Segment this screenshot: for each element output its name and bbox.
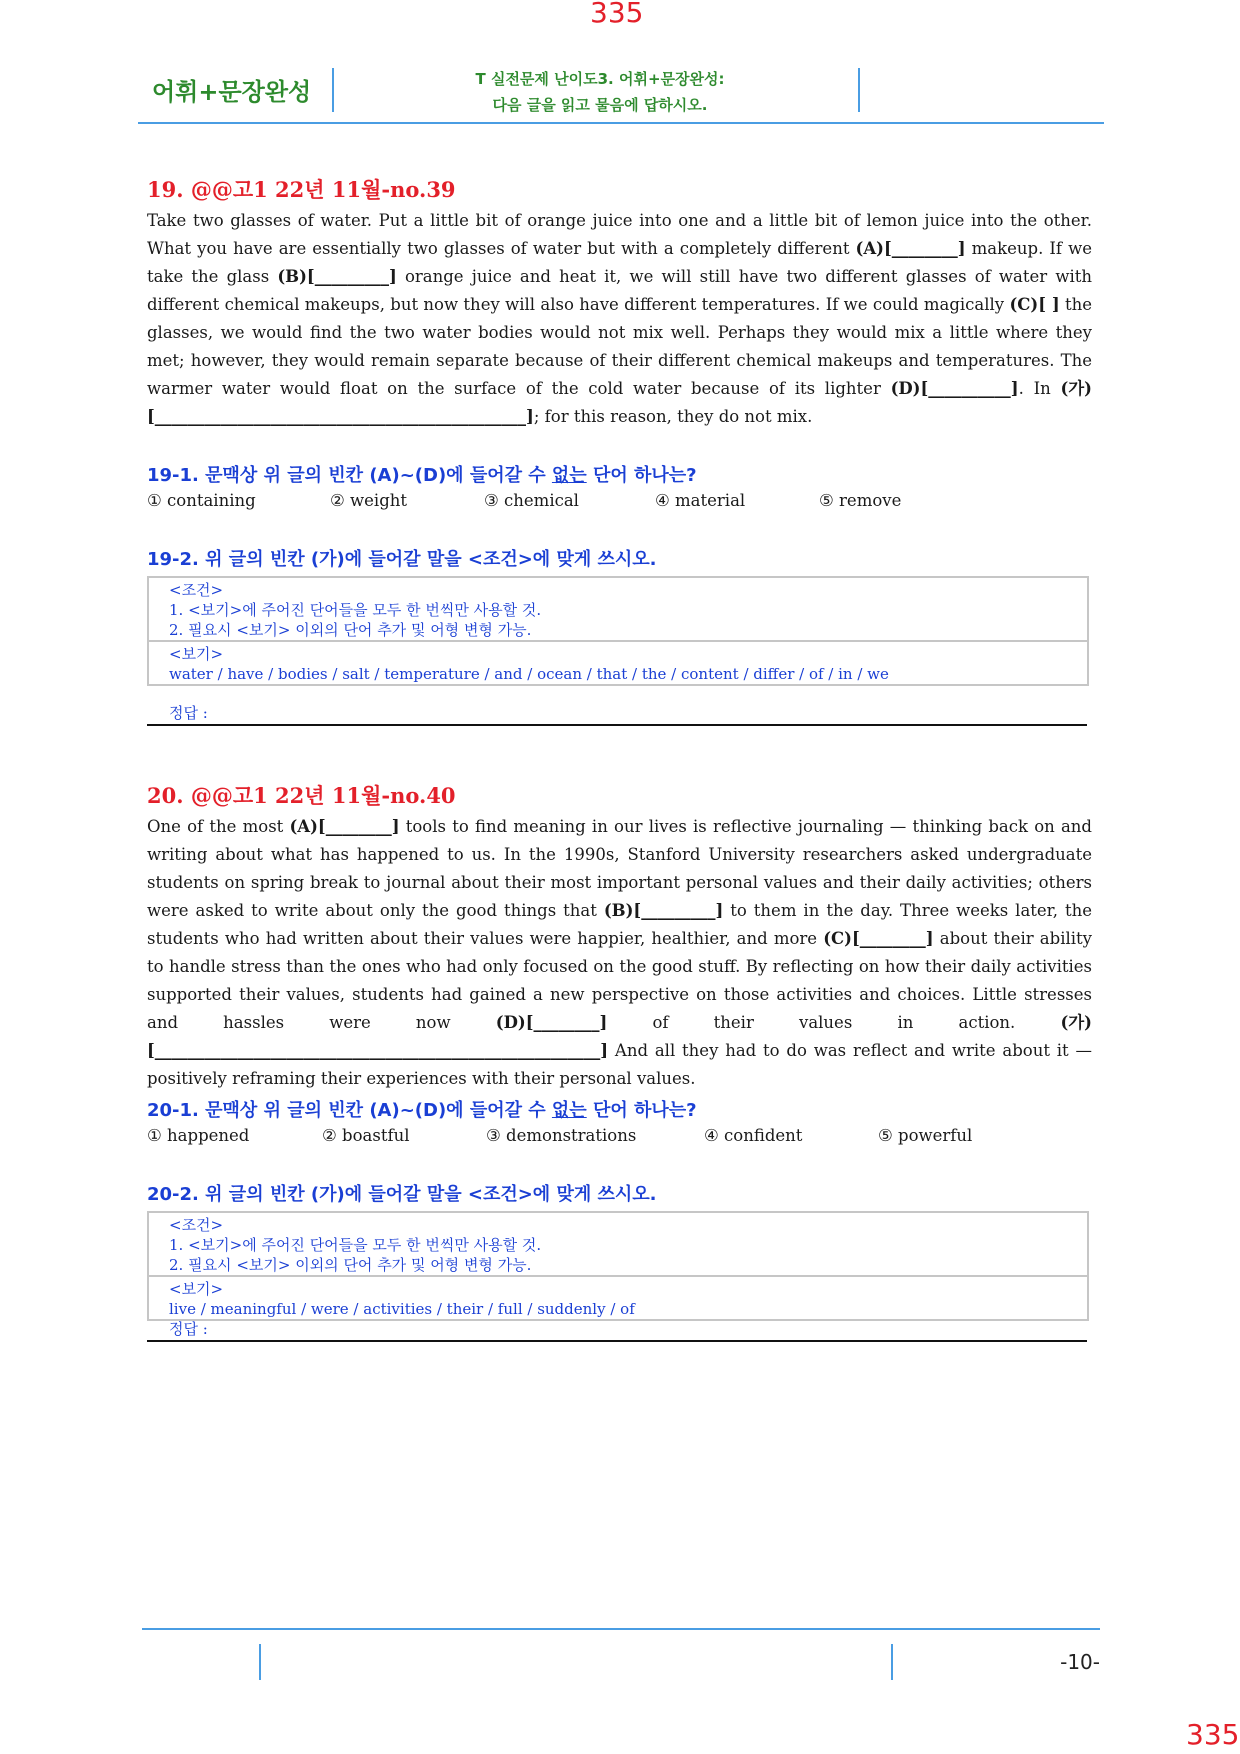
q19-text: Take two glasses of water. Put a little bit of orange juice into one and a little bit of lemon juice into the other. What you have are essentially two glasses of water but with a completely different (147, 211, 1092, 258)
header-divider-right (858, 68, 860, 112)
answer-label: 정답 : (169, 704, 208, 722)
q19-blank-b: (B)[_________] (277, 267, 397, 286)
q19-title: 19. @@고1 22년 11월-no.39 (147, 177, 456, 202)
condition-section (149, 1213, 1087, 1275)
q20-1-underline: 없는 (551, 1100, 587, 1121)
q20-condition-box (147, 1211, 1089, 1321)
q19-text: makeup. If we take the glass (147, 239, 1092, 286)
q19-text: orange juice and heat it, we will still have two different glasses of water with different chemical makeups, but now they will also have different temperatures. If we could magically (147, 267, 1092, 314)
header-line-2: 다음 글을 읽고 물음에 답하시오. (492, 96, 708, 114)
bogi-section (149, 1275, 1087, 1319)
q20-option-4[interactable]: ④ confident (704, 1126, 803, 1145)
q20-blank-b: (B)[_________] (603, 901, 724, 920)
q20-text: of their values in action. (607, 1013, 1061, 1032)
q19-blank-a: (A)[________] (855, 239, 966, 258)
q20-option-1[interactable]: ① happened (147, 1126, 250, 1145)
q20-text: And all they had to do was reflect and write about it — positively reframing their experiences with their personal values. (147, 1041, 1092, 1088)
q20-1-question (147, 1096, 697, 1122)
q20-option-2[interactable]: ② boastful (322, 1126, 410, 1145)
q19-answer-line[interactable] (147, 702, 1087, 726)
bogi-label: <보기> (169, 645, 224, 663)
condition-label: <조건> (169, 1216, 224, 1234)
bogi-words: live / meaningful / were / activities / their / full / suddenly / of (169, 1300, 635, 1318)
q20-answer-line[interactable] (147, 1318, 1087, 1342)
q19-option-1[interactable]: ① containing (147, 491, 256, 510)
bogi-words: water / have / bodies / salt / temperature / and / ocean / that / the / content / differ / of / in / we (169, 665, 889, 683)
q20-option-3[interactable]: ③ demonstrations (486, 1126, 637, 1145)
q19-1-question (147, 461, 697, 487)
q20-text: One of the most (147, 817, 290, 836)
q20-text: tools to find meaning in our lives is reflective journaling — thinking back on and writing about what has happened to us. In the 1990s, Stanford University researchers asked undergraduate students on spring break to journal about their most important personal values and their daily activities; others were asked to write about only the good things that (147, 817, 1092, 920)
answer-label: 정답 : (169, 1320, 208, 1338)
q19-text: . In (1018, 379, 1061, 398)
q20-passage (147, 813, 1092, 1093)
q19-option-2[interactable]: ② weight (330, 491, 408, 510)
q19-text: ; for this reason, they do not mix. (533, 407, 813, 426)
condition-label: <조건> (169, 581, 224, 599)
header-rule (138, 122, 1104, 124)
q19-blank-ga: (가)[_____________________________________________] (147, 379, 1092, 426)
condition-2: 2. 필요시 <보기> 이외의 단어 추가 및 어형 변형 가능. (169, 621, 532, 639)
q20-blank-c: (C)[________] (823, 929, 934, 948)
q20-blank-ga: (가)[______________________________________________________] (147, 1013, 1092, 1060)
q20-text: about their ability to handle stress than the ones who had only focused on the good stuff. By reflecting on how their daily activities supported their values, students had gained a new perspective on those activities and choices. Little stresses and hassles were now (147, 929, 1092, 1032)
q20-option-5[interactable]: ⑤ powerful (878, 1126, 973, 1145)
q19-blank-c: (C)[ ] (1009, 295, 1060, 314)
header-title: 어휘+문장완성 (152, 78, 312, 106)
footer-rule (142, 1628, 1100, 1630)
q19-option-3[interactable]: ③ chemical (484, 491, 579, 510)
q19-condition-box (147, 576, 1089, 686)
condition-1: 1. <보기>에 주어진 단어들을 모두 한 번씩만 사용할 것. (169, 601, 542, 619)
q20-title: 20. @@고1 22년 11월-no.40 (147, 783, 456, 808)
condition-2: 2. 필요시 <보기> 이외의 단어 추가 및 어형 변형 가능. (169, 1256, 532, 1274)
q20-blank-d: (D)[________] (495, 1013, 608, 1032)
top-page-number: 335 (590, 0, 644, 29)
q20-2-question: 20-2. 위 글의 빈칸 (가)에 들어갈 말을 <조건>에 맞게 쓰시오. (147, 1184, 657, 1205)
header-divider-left (332, 68, 334, 112)
q19-text: the glasses, we would find the two water bodies would not mix well. Perhaps they would mix a little where they met; however, they would remain separate because of their different chemical makeups and temperatures. The warmer water would float on the surface of the cold water because of its lighter (147, 295, 1092, 398)
q19-1-text: 19-1. 문맥상 위 글의 빈칸 (A)~(D)에 들어갈 수 (147, 465, 552, 486)
bogi-label: <보기> (169, 1280, 224, 1298)
footer-divider-left (259, 1644, 261, 1680)
q20-1-text: 20-1. 문맥상 위 글의 빈칸 (A)~(D)에 들어갈 수 (147, 1100, 552, 1121)
q19-option-5[interactable]: ⑤ remove (819, 491, 902, 510)
q19-passage (147, 207, 1092, 431)
header-line-1: T 실전문제 난이도3. 어휘+문장완성: (475, 70, 725, 88)
q19-2-question: 19-2. 위 글의 빈칸 (가)에 들어갈 말을 <조건>에 맞게 쓰시오. (147, 549, 657, 570)
bottom-page-number: 335 (1186, 1718, 1240, 1751)
footer-page-number: -10- (1060, 1650, 1100, 1674)
q20-1-text-end: 단어 하나는? (586, 1100, 697, 1121)
footer-divider-right (891, 1644, 893, 1680)
header-instruction (400, 66, 800, 118)
q20-text: to them in the day. Three weeks later, the students who had written about their values were happier, healthier, and more (147, 901, 1093, 948)
q19-option-4[interactable]: ④ material (655, 491, 746, 510)
q19-1-underline: 없는 (551, 465, 587, 486)
q19-1-text-end: 단어 하나는? (586, 465, 697, 486)
q19-blank-d: (D)[__________] (890, 379, 1019, 398)
condition-section (149, 578, 1087, 640)
condition-1: 1. <보기>에 주어진 단어들을 모두 한 번씩만 사용할 것. (169, 1236, 542, 1254)
q20-blank-a: (A)[________] (289, 817, 400, 836)
bogi-section (149, 640, 1087, 684)
